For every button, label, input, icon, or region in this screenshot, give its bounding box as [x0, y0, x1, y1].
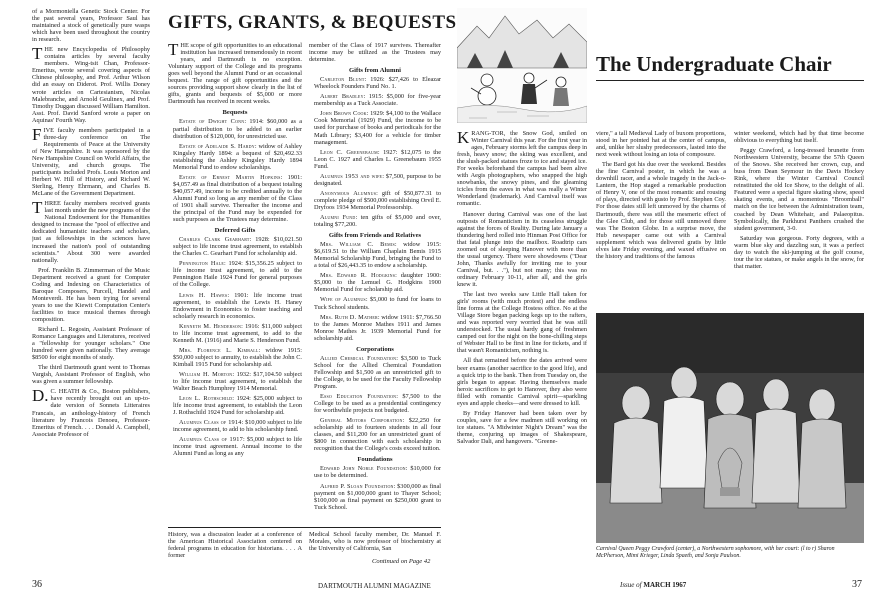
corporations-list [309, 355, 441, 453]
foundations-list [309, 465, 441, 510]
gift-entry: General Motors Corporation: $22,250 for scholarship aid to fourteen students in all four classes, and $11,200 for an unrestricted grant of $800 in connection with each scholarship in recognition that the College's costs exceed tuition. [314, 417, 441, 453]
bottom-text-col-3: Medical School faculty member, Dr. Manuel F. Morales, who is now professor of biochemistry at the University of California, San [309, 531, 441, 553]
gift-description: $3,500 to Tuck School for the Allied Chemical Foundation Fellowship and $1,500 as an unrestricted gift to the College, to be used for the Faculty Fellowship Program. [314, 354, 441, 390]
paragraph: D. C. HEATH & Co., Boston publishers, have recently brought out an up-to-date version of Sonnets Litteraires Francais, an anthology-history of French literature by Francois Denoeu, Professor-Emeritus of French. . . . Donald A. Campbell, Associate Professor of [32, 386, 150, 438]
gift-donor: Mrs. Ruth D. Mather [320, 313, 378, 321]
paragraph: Peggy Crawford, a long-tressed brunette from Northwestern University, became the 57th Queen of the Snows. She received her crown, cup, and buss from Dean Seymour in the Davis Hockey Rink, where the Winter Carnival Council reinstituted the old Ice Show, to the delight of all. Featured were a special figure skating show, speed skating events, and a momentous "Broomball" match on the ice between the Administration team, coached by Dean Whitehair, and Palaeopitus. Symbolically, the Parkhurst Panthers crushed the student government, 3-0. [734, 147, 864, 232]
gift-entry: Anonymous Alumnus: gift of $50,877.31 to complete pledge of $500,000 establishing Orvil E. Dryfoos 1934 Memorial Professorship. [314, 189, 441, 211]
gift-entry: John Brown Cook: 1929: $4,100 to the Wallace Cook Memorial (1929) Fund, the income to be used for purchase of books and periodicals for the Math Library; $3,400 for a vehicle for timber management. [314, 110, 441, 146]
intro-paragraph: THE scope of gift opportunities to an educational institution has increased tremendously in recent years, and Dartmouth is no exception. Voluntary support of the College and its programs goes well beyond the Alumni Fund or an occasional bequest. The range of gift opportunities and the sources providing support show clearly in the list of gifts, grants and bequests of $5,000 or more Dartmouth has received in recent weeks. [168, 42, 302, 106]
gift-description: 1901: life income trust agreement, to establish the Lewis H. Haney Endowment in Economics to foster teaching and scholarly research in economics. [173, 291, 302, 320]
paragraph: Hanover during Carnival was one of the last outposts of Romanticism in its ceaseless struggle against the forces of Reality. During late January a thundering herd rolled into Hinman Post Office for that fatal plunge into the mailbox. Roadtrip cars zoomed out of sleeping Hanover with more than the usual urgency. There were showdowns ("Dear John, Thanks awfully for inviting me to your Carnival, but. . ."), but not many; this was no ordinary February 10-11, after all, and the girls knew it. [457, 210, 587, 288]
gift-entry: Mrs. Florence L. Kimball: widow 1915: $50,000 subject to annuity, to establish the John C. Kimball 1915 Fund for scholarship aid. [173, 346, 302, 368]
gift-donor: John Brown Cook [320, 110, 367, 118]
carnival-cartoon [457, 8, 587, 123]
gift-entry: Alfred P. Sloan Foundation: $300,000 as final payment on $1,000,000 grant to Thayer School; $100,000 as final payment on $250,000 grant to Tuck School. [314, 482, 441, 511]
paragraph: The Bard got his due over the weekend. Besides the fine Carnival poster, in which he was a downhill racer, and a whole tragedy in the Jack-o-Lantern, the Hop staged a remarkable production of Henry V, one of the most romantic and rousing of plays, directed with gusto by Prof. Stephen Coy. For those dates still left unmoved by the charms of Dartmouth, there was still the mesmeric effect of the Glee Club, and for those still unmoved there was The Boston Globe. In a surprise move, the Hub newspaper came out with a Carnival supplement which was delivered gratis by little elves late Friday evening, and waxed effusive on the history and traditions of the famous [596, 161, 726, 260]
paragraph: Prof. Franklin B. Zimmerman of the Music Department received a grant for Computer Coding and Indexing on Characteristics of Baroque Composers, Purcell, Handel and Monteverdi. He has been trying for several years to use the Kiewit Computation Center's facilities to trace musical themes through composition. [32, 266, 150, 323]
divider [168, 527, 441, 528]
gift-description: widow 1915: $50,000 subject to annuity, to establish the John C. Kimball 1915 Fund for scholarship aid. [173, 346, 302, 368]
gift-entry: Wife of Alumnus: $5,000 to fund for loans to Tuck School students. [314, 296, 441, 311]
cartoon-illustration [457, 8, 587, 123]
gift-description: 1928: $10,021.50 subject to life income trust agreement, to establish the Charles C. Gearhart Fund for scholarship aid. [173, 236, 302, 258]
gift-entry: Carleton Blunt: 1926: $27,426 to Eleazar Wheelock Founders Fund No. 1. [314, 76, 441, 91]
gift-donor: General Motors Corporation [320, 417, 403, 425]
paragraph: The third Dartmouth grant went to Thomas Vargish, Assistant Professor of English, who was given a summer fellowship. [32, 364, 150, 386]
section-heading: Deferred Gifts [214, 227, 256, 235]
gift-entry: Allied Chemical Foundation: $3,500 to Tuck School for the Allied Chemical Foundation Fellowship and $1,500 as an unrestricted gift to the College, to be used for the Faculty Fellowship Program. [314, 354, 441, 390]
gift-donor: Charles Clark Gearhart [179, 236, 250, 244]
gift-entry: Alumnus 1953 and wife: $7,500, purpose to be designated. [314, 172, 441, 187]
gift-description: 1924: $25,000 subject to life income trust agreement, to establish the Leon J. Rothschild 1924 Fund for scholarship aid. [173, 395, 302, 417]
section-heading: Bequests [222, 109, 248, 117]
paragraph: winter weekend, which had by that time become oblivious to everything but itself. [734, 130, 864, 145]
section-heading: Gifts from Alumni [349, 67, 401, 75]
gift-description: gift of $50,877.31 to complete pledge of $500,000 establishing Orvil E. Dryfoos 1934 Memorial Professorship. [314, 189, 441, 211]
gift-donor: Estate of Ernest Martin Hopkins [179, 173, 281, 181]
gift-entry: Estate of Adelaide S. Hardy: widow of Ashley Kingsley Hardy 1894: a bequest of $20,492.33 establishing the Ashley Kingsley Hardy 1894 Memorial Fund to endow scholarships. [173, 142, 302, 171]
gift-donor: Edward John Noble Foundation [320, 465, 406, 473]
gift-description: ten gifts of $5,000 and over, totaling $77,200. [314, 213, 441, 229]
gift-description: widow of Ashley Kingsley Hardy 1894: a bequest of $20,492.33 establishing the Ashley Kingsley Hardy 1894 Memorial Fund to endow scholarships. [173, 142, 302, 171]
photo-illustration [596, 313, 864, 543]
right-col-3 [734, 130, 864, 310]
paragraph: viere," a tall Medieval Lady of buxom proportions, stood in her pointed hat at the center of campus, and, unlike her slushy predecessors, lasted into the next week without losing an iota of composure. [596, 130, 726, 159]
gift-entry: Leon L. Rothschild: 1924: $25,000 subject to life income trust agreement, to establish the Leon J. Rothschild 1924 Fund for scholarship aid. [173, 395, 302, 417]
gift-donor: Estate of Adelaide S. Hardy [179, 142, 255, 150]
gift-entry: Edward John Noble Foundation: $10,000 for use to be determined. [314, 465, 441, 480]
left-col-3 [309, 42, 441, 522]
gift-description: 1914: $60,000 as a partial distribution to be added to an earlier distribution of $120,000, for unrestricted use. [173, 118, 302, 140]
gift-entry: Alumnus Class of 1914: $10,000 subject to life income agreement, to add to his scholarship fund. [173, 419, 302, 434]
issue-line [620, 581, 686, 589]
gift-donor: Mrs. Florence L. Kimball [179, 346, 259, 354]
gift-entry: William H. Morton: 1932: $17,104.50 subject to life income trust agreement, to establish the Walter Beach Humphrey 1914 Memorial. [173, 370, 302, 393]
gift-description: 1929: $4,100 to the Wallace Cook Memorial (1929) Fund, the income to be used for purchase of books and periodicals for the Math Library; $3,400 for a vehicle for timber management. [314, 110, 441, 146]
magazine-name: DARTMOUTH ALUMNI MAGAZINE [318, 582, 431, 590]
gift-description: $5,000 subject to life income trust agreement. Annual income to the Alumni Fund as long as any [173, 436, 302, 458]
gift-donor: Lewis H. Hawes [179, 291, 228, 299]
carnival-queen-photo [596, 313, 864, 543]
friends-gifts-list [309, 241, 441, 342]
title-rule [596, 80, 864, 81]
gift-entry: Mrs. William C. Bemis: widow 1915: $6,619.51 to the William Chaplain Bemis 1915 Memorial Scholarship Fund, bringing the Fund to a total of $26,443.35 to endow a scholarship. [314, 241, 441, 270]
gift-description: $10,000 subject to life income agreement, to add to his scholarship fund. [173, 419, 302, 434]
gift-donor: Wife of Alumnus [320, 296, 366, 304]
gift-description: widow 1915: $6,619.51 to the William Chaplain Bemis 1915 Memorial Scholarship Fund, bringing the Fund to a total of $26,443.35 to endow a scholarship. [314, 241, 441, 270]
section-title: The Undergraduate Chair [596, 52, 832, 76]
bequests-list [168, 118, 302, 223]
gift-entry: Pennington Hale: 1924: $15,356.25 subject to life income trust agreement, to add to the Pennington Haile 1924 Fund for general purposes of the College. [173, 260, 302, 289]
gift-donor: Alumni Fund [320, 213, 356, 221]
gift-donor: Kenneth M. Henderson [179, 322, 242, 330]
gift-entry: Lewis H. Hawes: 1901: life income trust agreement, to establish the Lewis H. Haney Endowment in Economics to foster teaching and scholarly research in economics. [173, 291, 302, 320]
section-heading: Gifts from Friends and Relatives [328, 232, 422, 240]
photo-caption: Carnival Queen Peggy Crawford (center), a Northwestern sophomore, with her court: (l to r) Sharon McPherson, Mimi Krieger, Linda Spaeth, and Sonja Paulson. [596, 546, 835, 559]
gift-donor: Carleton Blunt [320, 76, 365, 84]
gift-description: 1926: $27,426 to Eleazar Wheelock Founders Fund No. 1. [314, 76, 441, 91]
gift-description: $7,500 to the College to be used as a presidential contingency for worthwhile projects not budgeted. [314, 393, 441, 415]
paragraph: Richard L. Regosin, Assistant Professor of Romance Languages and Literatures, received a "fellowship for younger scholars." One hundred were given nationally. They average $8500 for eight months of study. [32, 326, 150, 362]
gift-entry: Estate of Ernest Martin Hopkins: 1901: $4,057.49 as final distribution of a bequest totaling $40,057.49, income to be credited annually to the Alumni Fund so long as any member of the Class of 1901 shall survive. Thereafter the income and the principal of the Fund may be expended for such purposes as the Trustees may determine. [173, 173, 302, 224]
alumni-gifts-list [309, 76, 441, 228]
gift-entry: Leon C. Greenebaum: 1927: $12,075 to the Leon C. 1927 and Charles L. Greenebaum 1955 Fund. [314, 148, 441, 170]
gift-donor: Alfred P. Sloan Foundation [320, 482, 394, 490]
gift-donor: William H. Morton [179, 370, 233, 378]
gift-description: $22,250 for scholarship aid to fourteen students in all four classes, and $11,200 for an unrestricted grant of $800 in connection with each scholarship in recognition that the College's costs exceed tuition. [314, 417, 441, 453]
gift-entry: Mrs. Ruth D. Mather: widow 1911: $7,766.50 to the James Monroe Mathes 1911 and James Monroe Mathes Jr. 1939 Memorial Fund for scholarship aid. [314, 313, 441, 342]
gift-entry: Alumni Fund: ten gifts of $5,000 and over, totaling $77,200. [314, 213, 441, 229]
left-col-1 [32, 8, 150, 548]
paragraph: THREE faculty members received grants last month under the new programs of the National Endowment for the Humanities designed to increase the "pool of effective and dedicated humanistic teachers and scholars, just as fellowships in the sciences have increased the nation's pool of outstanding scientists." About 300 were awarded nationally. [32, 198, 150, 264]
paragraph: The last two weeks saw Little Hall taken for girls' rooms (with much protest) and the endless line forms at the College Hostess office. No at the Village Store began packing kegs up to the rafters, and was reported very worried that he was still understocked. The usual hardy gang of freshmen camped out for the night on the bone-chilling steps of Webster Hall to be first in line for tickets, and if that wasn't Romanticism, nothing is. [457, 291, 587, 355]
gift-donor: Albert Bradley [320, 93, 364, 101]
deferred-gifts-list [168, 236, 302, 457]
paragraph: member of the Class of 1917 survives. Thereafter income may be utilized as the Trustees may determine. [309, 42, 441, 64]
gift-donor: Mrs. William C. Bemis [320, 241, 395, 249]
gift-entry: Esso Education Foundation: $7,500 to the College to be used as a presidential contingency for worthwhile projects not budgeted. [314, 393, 441, 415]
paragraph: Saturday was gorgeous. Forty degrees, with a warm blue sky and dazzling sun, it was a perfect day to watch the ski-jumping at the golf course, tour the ice statues, or make angels in the snow, for that matter. [734, 234, 864, 270]
gift-donor: Anonymous Alumnus [320, 189, 377, 197]
gift-description: daughter 1900: $5,000 to the Lemuel G. Hodgkins 1900 Memorial Fund for scholarship aid. [314, 272, 441, 294]
paragraph: FIVE faculty members participated in a three-day conference on The Requirements of Peace at the University of New Hampshire. It was sponsored by the New Hampshire Council on World Affairs, the University, and church groups. The participants included Profs. Louis Morton and Herbert W. Hill of History, and Richard W. Sterling, Henry Ehrmann, and Charles B. McLane of the Government Department. [32, 124, 150, 198]
gift-description: 1901: $4,057.49 as final distribution of a bequest totaling $40,057.49, income to be credited annually to the Alumni Fund so long as any member of the Class of 1901 shall survive. Thereafter the income and the principal of the Fund may be expended for such purposes as the Trustees may determine. [173, 173, 302, 224]
gift-donor: Mrs. Edward R. Hodgkins [320, 272, 396, 280]
gift-donor: Esso Education Foundation [320, 393, 397, 401]
paragraph: of a Mormoniella Genetic Stock Center. For the past several years, Professor Saul has maintained a stock of genetically pure wasps which have been used throughout the country in research. [32, 8, 150, 44]
gift-entry: Estate of Dwight Conn: 1914: $60,000 as a partial distribution to be added to an earlier distribution of $120,000, for unrestricted use. [173, 118, 302, 140]
gift-donor: Pennington Hale [179, 260, 225, 268]
gift-donor: Estate of Dwight Conn [179, 118, 245, 126]
gift-entry: Albert Bradley: 1915: $5,000 for five-year membership as a Tuck Associate. [314, 93, 441, 108]
gift-description: 1916: $11,000 subject to life income trust agreement, to add to the Kenneth M. (1916) and Marie S. Henderson Fund. [173, 322, 302, 344]
gift-entry: Kenneth M. Henderson: 1916: $11,000 subject to life income trust agreement, to add to the Kenneth M. (1916) and Marie S. Henderson Fund. [173, 322, 302, 344]
gift-description: 1932: $17,104.50 subject to life income trust agreement, to establish the Walter Beach Humphrey 1914 Memorial. [173, 370, 302, 393]
gift-description: $7,500, purpose to be designated. [314, 172, 441, 187]
continued-note: Continued on Page 42 [372, 558, 431, 565]
gift-description: $300,000 as final payment on $1,000,000 grant to Thayer School; $100,000 as final payment on $250,000 grant to Tuck School. [314, 482, 441, 511]
paragraph: All that remained before the dates arrived were beer exams (another sacrifice to the good life), and a quick trip to the bank. Then from Tuesday on, the girls began to appear. Having themselves made heroic sacrifices to get to Hanover, they also were filled with romantic Carnival spirit—sparkling eyes and apple cheeks—and were dressed to kill. [457, 357, 587, 407]
gift-entry: Charles Clark Gearhart: 1928: $10,021.50 subject to life income trust agreement, to establish the Charles C. Gearhart Fund for scholarship aid. [173, 236, 302, 258]
gift-description: 1927: $12,075 to the Leon C. 1927 and Charles L. Greenebaum 1955 Fund. [314, 148, 441, 170]
section-heading: Corporations [356, 345, 394, 353]
right-col-2 [596, 130, 726, 310]
gift-donor: Alumnus 1953 and wife [320, 172, 383, 180]
page-number: 36 [32, 579, 42, 590]
gift-donor: Alumnus Class of 1917 [179, 436, 243, 444]
gift-description: 1915: $5,000 for five-year membership as a Tuck Associate. [314, 93, 441, 108]
gift-donor: Leon L. Rothschild [179, 395, 233, 403]
gift-donor: Alumnus Class of 1914 [179, 419, 242, 427]
gift-description: widow 1911: $7,766.50 to the James Monroe Mathes 1911 and James Monroe Mathes Jr. 1939 Memorial Fund for scholarship aid. [314, 313, 441, 342]
right-col-1 [457, 130, 587, 570]
gift-description: 1924: $15,356.25 subject to life income trust agreement, to add to the Pennington Haile 1924 Fund for general purposes of the College. [173, 260, 302, 289]
article-title: GIFTS, GRANTS, & BEQUESTS [168, 12, 457, 33]
gift-donor: Leon C. Greenebaum [320, 148, 378, 156]
gift-donor: Allied Chemical Foundation [320, 354, 397, 362]
issue-label: Issue of [620, 581, 642, 589]
issue-month: MARCH 1967 [643, 581, 687, 589]
gift-description: $10,000 for use to be determined. [314, 465, 441, 480]
paragraph: THE new Encyclopedia of Philosophy contains articles by several faculty members. Wing-tsit Chan, Professor-Emeritus, wrote several covering aspects of Chinese philosophy, and Prof. Arthur Wilson did an essay on Diderot. Prof. Willis Doney wrote articles on Cartesianism, Nicolas Malebranche, and Arnold Geulinex, and Prof. Timothy Duggan discussed William Hamilton. Asst. Prof. David Sanford wrote a paper on Aquinas' Fourth Way. [32, 44, 150, 124]
bottom-text-col-2: History, was a discussion leader at a conference of the American Historical Association centered on federal programs in education for historians. . . . A former [168, 531, 302, 560]
gift-entry: Mrs. Edward R. Hodgkins: daughter 1900: $5,000 to the Lemuel G. Hodgkins 1900 Memorial Fund for scholarship aid. [314, 272, 441, 294]
left-col-2 [168, 42, 302, 522]
gift-entry: Alumnus Class of 1917: $5,000 subject to life income trust agreement. Annual income to the Alumni Fund as long as any [173, 436, 302, 458]
section-heading: Foundations [357, 456, 393, 464]
paragraph: By Friday Hanover had been taken over by couples, save for a few madmen still working on ice statues. "A Midwinter Night's Dream" was the theme, conjuring up images of Shakespeare, Salvador Dali, and hangovers. "Greene- [457, 409, 587, 445]
paragraph: KRANG-TOR, the Snow God, smiled on Winter Carnival this year. For the first year in ages, February storms left the campus deep in fresh, heavy snow; the skiing was excellent, and the slush-packed statues froze to ice and stayed ice. For weeks beforehand the campus had been alive with Aegis photographers, who snapped the high snowbanks, the snowy pines, and the gleaming icicles from the eaves in what was really a Winter Wonderland (trademark). And Carnival itself was romantic. [457, 130, 587, 208]
page-number: 37 [852, 579, 862, 590]
gift-description: $5,000 to fund for loans to Tuck School students. [314, 296, 441, 311]
